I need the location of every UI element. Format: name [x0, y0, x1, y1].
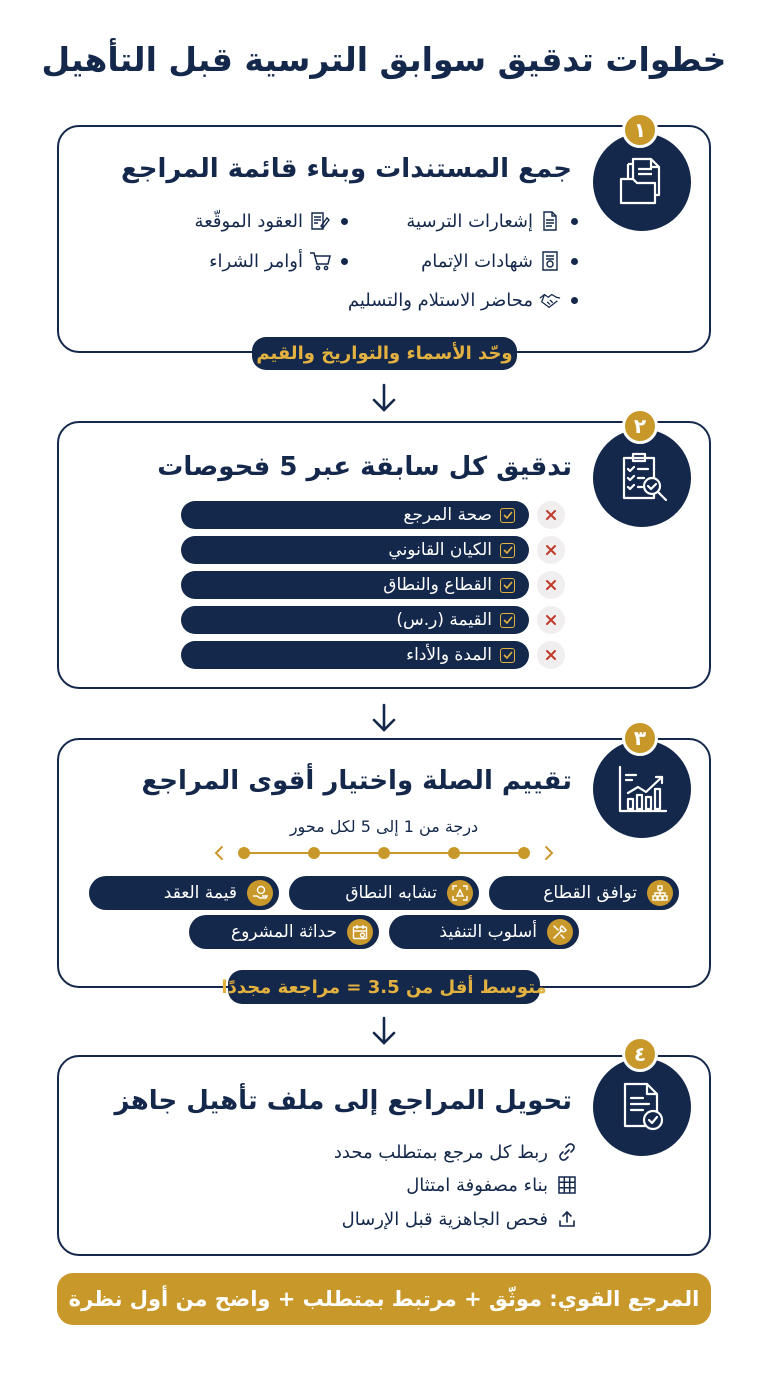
criterion-pill: تشابه النطاق	[289, 876, 479, 910]
step-1-item: محاضر الاستلام والتسليم	[348, 289, 578, 311]
step-2-title: تدقيق كل سابقة عبر 5 فحوصات	[157, 452, 572, 482]
step-1-note-pill: وحّد الأسماء والتواريخ والقيم	[252, 337, 517, 370]
check-row: الكيان القانوني	[181, 536, 529, 564]
document-icon	[539, 210, 561, 232]
arrow-down-icon	[370, 703, 398, 733]
step-1-item: أوامر الشراء	[209, 250, 348, 272]
step-3-note-pill: متوسط أقل من 3.5 = مراجعة مجددًا	[228, 970, 540, 1004]
step-1-item: العقود الموقّعة	[195, 210, 348, 232]
bar-chart-trend-icon	[614, 761, 670, 817]
scale-point	[518, 847, 530, 859]
step-3-number: ٣	[622, 720, 658, 756]
arrow-down-icon	[370, 1016, 398, 1046]
step-4-number: ٤	[622, 1036, 658, 1072]
step-1-title: جمع المستندات وبناء قائمة المراجع	[120, 154, 572, 184]
check-row: القطاع والنطاق	[181, 571, 529, 599]
cart-icon	[309, 250, 331, 272]
org-chart-icon	[647, 880, 673, 906]
criterion-pill: أسلوب التنفيذ	[389, 915, 579, 949]
scale-point	[378, 847, 390, 859]
page-title: خطوات تدقيق سوابق الترسية قبل التأهيل	[41, 40, 727, 79]
step-1-item: شهادات الإتمام	[421, 250, 578, 272]
rating-scale	[208, 843, 560, 863]
x-mark-icon	[537, 501, 565, 529]
calendar-icon	[347, 919, 373, 945]
check-row: المدة والأداء	[181, 641, 529, 669]
documents-folder-icon	[615, 155, 669, 209]
step-4-icon-circle	[593, 1058, 691, 1156]
chevron-left-icon	[216, 847, 222, 859]
x-mark-icon	[537, 606, 565, 634]
check-row: القيمة (ر.س)	[181, 606, 529, 634]
scope-icon	[447, 880, 473, 906]
chevron-right-icon	[546, 847, 552, 859]
scale-label: درجة من 1 إلى 5 لكل محور	[289, 817, 479, 836]
step-4-item: بناء مصفوفة امتثال	[406, 1174, 578, 1196]
signed-contract-icon	[309, 210, 331, 232]
scale-point	[448, 847, 460, 859]
step-4-item: ربط كل مرجع بمتطلب محدد	[334, 1141, 578, 1163]
step-2-number: ٢	[622, 408, 658, 444]
step-1-item: إشعارات الترسية	[406, 210, 578, 232]
checkbox-icon	[500, 648, 515, 663]
footer-banner: المرجع القوي: موثّق + مرتبط بمتطلب + واضح من أول نظرة	[57, 1273, 711, 1325]
x-mark-icon	[537, 641, 565, 669]
x-mark-icon	[537, 536, 565, 564]
handshake-icon	[539, 289, 561, 311]
checkbox-icon	[500, 543, 515, 558]
checkbox-icon	[500, 508, 515, 523]
check-row: صحة المرجع	[181, 501, 529, 529]
certificate-icon	[539, 250, 561, 272]
link-icon	[556, 1141, 578, 1163]
criterion-pill: قيمة العقد	[89, 876, 279, 910]
step-1-number: ١	[622, 112, 658, 148]
criterion-pill: حداثة المشروع	[189, 915, 379, 949]
checkbox-icon	[500, 578, 515, 593]
scale-point	[308, 847, 320, 859]
arrow-down-icon	[370, 383, 398, 413]
checkbox-icon	[500, 613, 515, 628]
criterion-pill: توافق القطاع	[489, 876, 679, 910]
step-4-title: تحويل المراجع إلى ملف تأهيل جاهز	[114, 1086, 572, 1116]
upload-icon	[556, 1208, 578, 1230]
tools-icon	[547, 919, 573, 945]
scale-point	[238, 847, 250, 859]
x-mark-icon	[537, 571, 565, 599]
step-3-title: تقييم الصلة واختيار أقوى المراجع	[141, 766, 572, 796]
document-check-icon	[615, 1080, 669, 1134]
grid-icon	[556, 1174, 578, 1196]
step-4-item: فحص الجاهزية قبل الإرسال	[342, 1208, 578, 1230]
clipboard-search-icon	[614, 450, 670, 506]
money-hand-icon	[247, 880, 273, 906]
